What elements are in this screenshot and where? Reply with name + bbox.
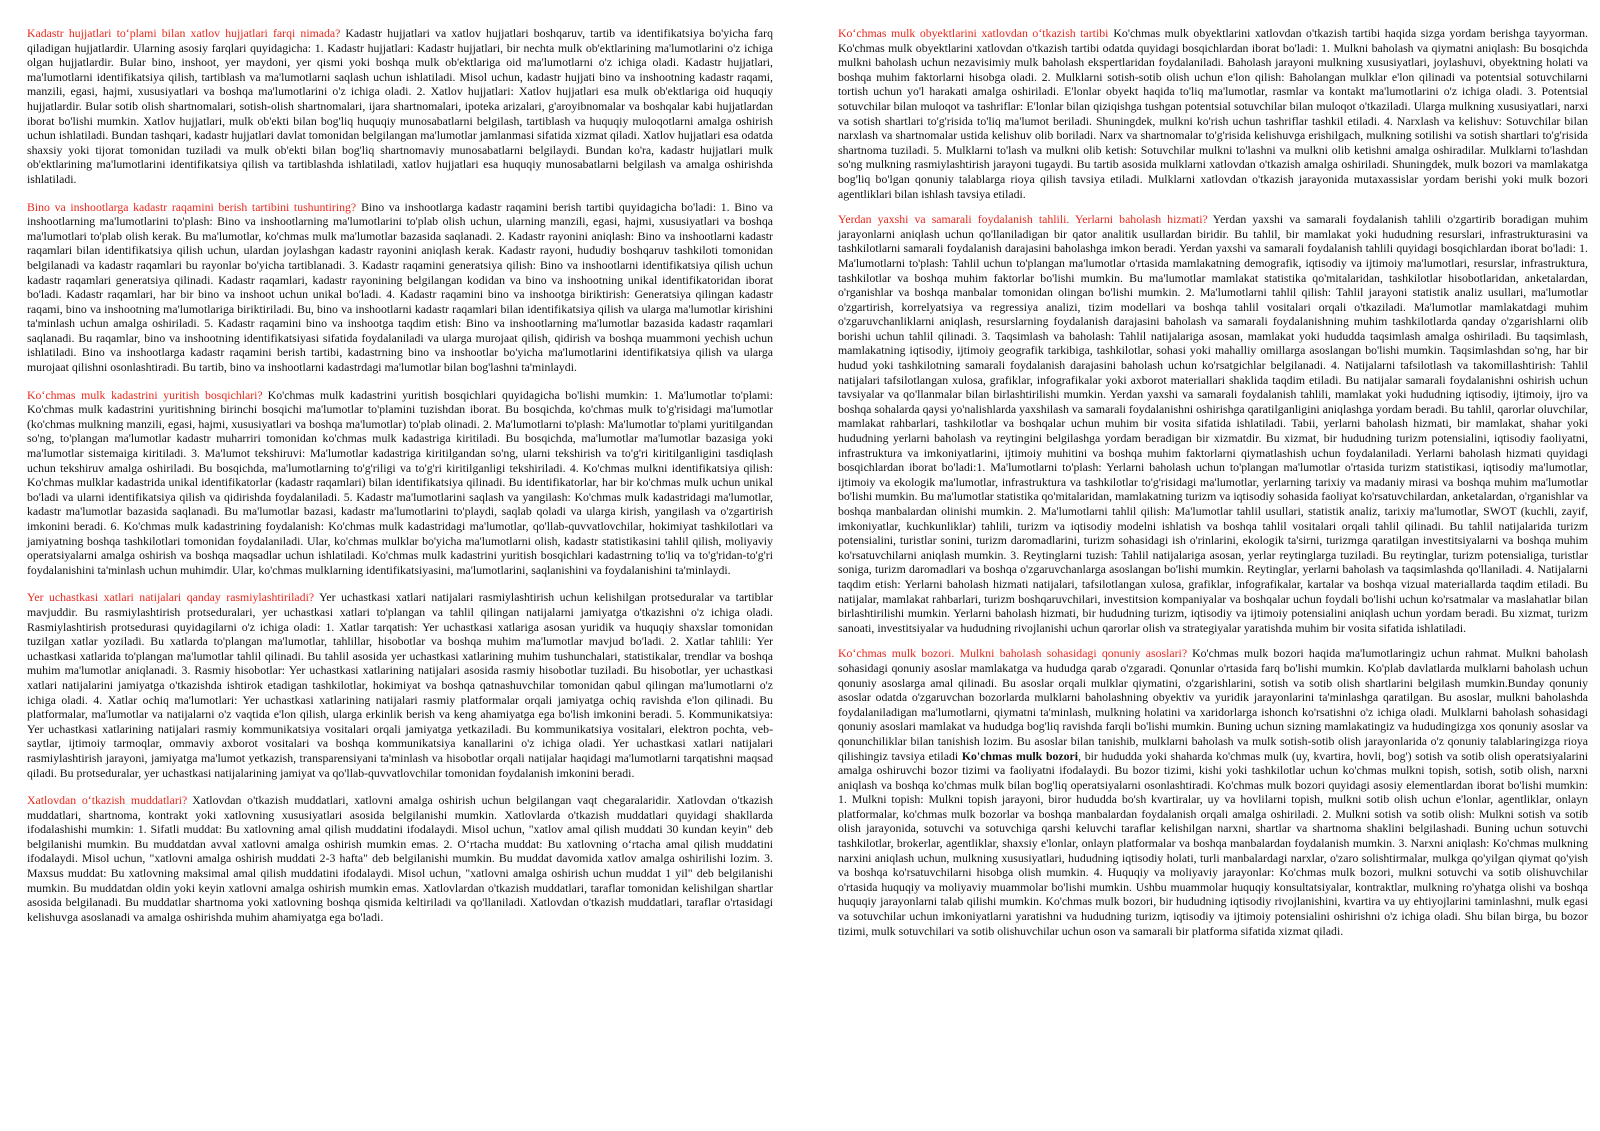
question-heading: Ko‘chmas mulk bozori. Mulkni baholash sohasidagi qonuniy asoslari?	[838, 646, 1188, 661]
qa-block	[838, 646, 1588, 938]
answer-text: Ko'chmas mulk obyektlarini xatlovdan o'tkazish tartibi haqida sizga yordam berishga tayyorman. Ko'chmas mulk obyektlarini xatlovdan o'tkazish tartibi odatda quyidagi bosqichlardan iborat bo'ladi: 1. Mulkni baholash va qiymatni aniqlash: Bu bosqichda mulkni baholash uchun nezavisimiy mulk baholash ekspertlaridan foydalaniladi. Baholash jarayoni mulkning xususiyatlari, joylashuvi, obyektning holati va boshqa muhim faktorlarni hisobga oladi. 2. Mulklarni sotish-sotib olish uchun e'lon qilish: Baholangan mulklar e'lon qilinadi va potentsial sotuvchilarni tortish uchun yo'l harakati amalga oshiriladi. E'lonlar obyekt haqida to'liq ma'lumotlar, rasmlar va kontakt ma'lumotlarini o'z ichiga oladi. 3. Potentsial sotuvchilar bilan muloqot va tashriflar: E'lonlar bilan qiziqishga tushgan potentsial sotuvchilar bilan muloqot o'tkaziladi. Ularga mulkning xususiyatlari, narxi va sotish shartlari to'g'risida to'liq ma'lumot beriladi. Shuningdek, mulkni ko'rish uchun tashriflar tashkil etiladi. 4. Narxlash va kelishuv: Sotuvchilar bilan narxlash va shartnomalar ustida kelishuv olib boriladi. Narx va shartnomalar to'g'risida kelishuvga erishilgach, mulkning sotilishi va sotish shartlari to'g'risida shartnoma tuziladi. 5. Mulklarni to'lash va mulkni olib ketish: Sotuvchilar mulkni to'lashni va mulkni olib ketishni amalga oshiradilar. Mulklarni to'lashdan so'ng mulkning rasmiylashtirish jarayoni tugaydi. Bu tartib asosida mulklarni xatlovdan o'tkazish amalga oshiriladi. Shuningdek, mulk bozori va mamlakatga bog'liq bo'lgan qonuniy talablarga rioya qilish tavsiya etiladi. Mulklarni xatlovdan o'tkazish jarayonida mutaxassislar yordam berishi yoki mulk bozori agentliklari bilan ishlash tavsiya etiladi.	[838, 26, 1589, 201]
qa-block	[27, 590, 773, 780]
answer-text: Ko'chmas mulk kadastrini yuritish bosqichlari quyidagicha bo'lishi mumkin: 1. Ma'lumotlar to'plami: Ko'chmas mulk kadastrini yuritishning birinchi bosqichi ma'lumotlar to'plamini tuzishdan iborat. Bu bosqichda, ko'chmas mulk to'g'risidagi ma'lumotlar (ko'chmas mulkning manzili, egasi, hajmi, xususiyatlari va boshqa ma'lumotlar) to'plab olinadi. 2. Ma'lumotlarni to'plash: Ma'lumotlar to'plami yuritilgandan so'ng, to'plangan ma'lumotlar kadastr muharriri tomonidan ko'chmas mulk kadastriga kiritiladi. Bu bosqichda, ma'lumotlar ma'lumotlar bazasiga yoki ma'lumotlar sistemaiga kiritiladi. 3. Ma'lumot tekshiruvi: Ma'lumotlar kadastriga kiritilgandan so'ng, ularni tekshirish va to'g'ri kiritilganligini tasdiqlash uchun tekshiruv amalga oshiriladi. Bu bosqichda, ma'lumotlarning to'g'riligi va to'g'ri kiritilganligi tekshiriladi. 4. Ko'chmas mulkni identifikatsiya qilish: Ko'chmas mulklar kadastrida unikal identifikatorlar (kadastr raqamlari) bilan identifikatsiya qilinadi. Bu identifikatorlar, har bir ko'chmas mulk uchun unikal bo'ladi va ularni identifikatsiya qilish va qidirishda foydalaniladi. 5. Kadastr ma'lumotlarini saqlash va yangilash: Ko'chmas mulk kadastridagi ma'lumotlar, kadastr ma'lumotlar bazasida saqlanadi. Bu ma'lumotlar bazasi, kadastr ma'lumotlarini to'playdi, saqlab qoladi va ularga kirish, yangilash va o'zgartirish imkonini beradi. 6. Ko'chmas mulk kadastrining foydalanish: Ko'chmas mulk kadastridagi ma'lumotlar, qo'llab-quvvatlovchilar, hokimiyat tashkilotlari va jamiyatning boshqa tashkilotlari tomonidan foydalaniladi. Ular, ko'chmas mulklar bo'yicha ma'lumotlarni olish, kadastr statistikasini tahlil qilish, moliyaviy operatsiyalarni amalga oshirish va boshqa maqsadlar uchun ishlatiladi. Ko'chmas mulk kadastrini yuritish bosqichlari kadastrning to'liq va to'g'ridan-to'g'ri foydalanishini ta'minlash uchun muhimdir. Ular, ko'chmas mulklarning identifikatsiyasini, ma'lumotlarini, saqlanishini va foydalanishini ta'minlaydi.	[27, 387, 773, 577]
answer-text: Kadastr hujjatlari va xatlov hujjatlari boshqaruv, tartib va identifikatsiya bo'yicha farq qiladigan hujjatlardir. Ularning asosiy farqlari quyidagicha: 1. Kadastr hujjatlari: Kadastr hujjatlari, bir nechta mulk ob'ektlarining ma'lumotlarini o'z ichiga olgan hujjatlardir. Bular bino, inshoot, yer maydoni, yer qismi yoki boshqa mulk ob'ektlariga oid ma'lumotlarni o'z ichiga oladi. Kadastr hujjatlari, ma'lumotlarni identifikatsiya qilish, tartiblash va ma'lumotlarni saqlash uchun ishlatiladi. Misol uchun, kadastr hujjati bino va inshootning kadastr raqami, manzili, egasi, hajmi, xususiyatlari va boshqa ma'lumotlarini o'z ichiga oladi. 2. Xatlov hujjatlari: Xatlov hujjatlari esa mulk ob'ektlariga oid huquqiy hujjatlardir. Bular sotib olish shartnomalari, sotish-olish shartnomalari, ijara shartnomalari, ipoteka arizalari, g'aroyibnomalar va boshqalar kabi hujjatlardan iborat bo'lishi mumkin. Xatlov hujjatlari, mulk ob'ekti bilan bog'liq huquqiy munosabatlarni belgilash, tartiblash va huquqiy muloqotlarni amalga oshirish uchun ishlatiladi. Bundan tashqari, kadastr hujjatlari davlat tomonidan belgilangan ma'lumotlar jamlanmasi sifatida xizmat qiladi. Xatlov hujjatlari esa odatda shaxsiy yoki tijorat tomonidan tuziladi va mulk ob'ekti bilan bog'liq shartnomaviy munosabatlarni belgilaydi. Bundan ko'ra, kadastr hujjatlari mulk ob'ektlarining ma'lumotlarini identifikatsiya qilish va tartiblashda ishlatiladi, xatlov hujjatlari esa huquqiy munosabatlarni belgilash va amalga oshirishda ishlatiladi.	[27, 26, 773, 186]
qa-block	[27, 200, 773, 375]
question-heading: Yer uchastkasi xatlari natijalari qanday rasmiylashtiriladi?	[27, 590, 315, 605]
answer-bold-term: Ko'chmas mulk bozori	[961, 748, 1079, 763]
question-heading: Yerdan yaxshi va samarali foydalanish tahlili. Yerlarni baholash hizmati?	[838, 212, 1208, 227]
qa-block	[27, 26, 773, 187]
question-heading: Kadastr hujjatlari to‘plami bilan xatlov hujjatlari farqi nimada?	[27, 26, 341, 40]
left-column	[27, 26, 773, 937]
qa-block	[27, 388, 773, 578]
answer-text: Yer uchastkasi xatlari natijalari rasmiylashtirish uchun kelishilgan protseduralar va tartiblar mavjuddir. Bu rasmiylashtirish protseduralari, yer uchastkasi xatlari to'plangan va tahlil qilingan natijalarni jamiyatga o'tkazishni o'z ichiga oladi. Rasmiylashtirish protsedurasi quyidagilarni o'z ichiga oladi: 1. Xatlar tarqatish: Yer uchastkasi xatlariga asosan yuridik va huquqiy shaxslar tomonidan tuzilgan xatlar yoziladi. Bu xatlarda to'plangan ma'lumotlar, tahlillar, hisobotlar va boshqa muhim ma'lumotlar mavjud bo'ladi. 2. Xatlar tahlili: Yer uchastkasi xatlarida to'plangan ma'lumotlar tahlil qilinadi. Bu tahlil asosida yer uchastkasi xatlarining muhim tushunchalari, statistikalar, trendlar va boshqa muhim ma'lumotlar aniqlanadi. 3. Rasmiy hisobotlar: Yer uchastkasi xatlarining natijalari asosida rasmiy hisobotlar tuziladi. Bu hisobotlar, yer uchastkasi xatlari natijalarini jamiyatga o'tkazishda ishtirok etadigan tashkilotlar, hokimiyat va boshqa qatnashuvchilar tomonidan qabul qilingan ma'lumotlarni o'z ichiga oladi. 4. Xatlar ochiq ma'lumotlari: Yer uchastkasi xatlarining natijalari rasmiy platformalar orqali jamiyatga ochiq ravishda e'lon qilinadi. Bu platformalar, ma'lumotlar va natijalarni o'z vaqtida e'lon qilish, ularga erkinlik berish va keng ahamiyatga ega bo'lish imkonini beradi. 5. Kommunikatsiya: Yer uchastkasi xatlarining natijalari rasmiy kommunikatsiya vositalari orqali jamiyatga yetkaziladi. Bu kommunikatsiya vositalari, elektron pochta, veb-saytlar, ijtimoiy tarmoqlar, ommaviy axborot vositalari va boshqa kommunikatsiya kanallarini o'z ichiga oladi. Yer uchastkasi xatlari natijalari rasmiylashtirish jarayoni, jamiyatga ma'lumot yetkazish, transparensiyani ta'minlash va hisobotlar orqali natijalar haqidagi ma'lumotlarni tarqatishni maqsad qiladi. Bu protseduralar, yer uchastkasi natijalarining jamiyat va qo'llab-quvvatlovchilar tomonidan foydalanish imkonini beradi.	[27, 590, 773, 780]
question-heading: Ko‘chmas mulk obyektlarini xatlovdan o‘tkazish tartibi	[838, 26, 1109, 40]
qa-block	[838, 212, 1588, 635]
answer-text: Ko'chmas mulk bozori haqida ma'lumotlaringiz uchun rahmat. Mulkni baholash sohasidagi qonuniy asoslar mamlakatga va hududga qarab o'zgaradi. Qonunlar o'rtasida farq bo'lishi mumkin. Ko'plab davlatlarda mulklarni baholash uchun qonuniy asoslarga amal qilinadi. Bu asoslar orqali mulklar qiymatini, o'zgarishlarini, sotish va sotib olish shartlarini belgilash mumkin.Bunday qonuniy asoslar odatda o'zgaruvchan bozorlarda mulklarni baholashning obyektiv va yuridik jarayonlarini ta'minlashga qaratilgan. Bu asoslar, mulkni baholashda foydalaniladigan ma'lumotlarni, qiymatni ta'minlash, mulkning holatini va xaridorlarga ishonch ko'rsatishni o'z ichiga oladi. Mulklarni baholash sohasidagi qonuniy asoslari mamlakat va hududga bog'liq ravishda farqli bo'lishi mumkin. Buning uchun sizning mamlakatingiz va hududingizga xos qonuniy asoslar va qonunchiliklar bilan tanishish lozim. Bu asoslar bilan tanishib, mulklarni baholash va mulk sotish-sotib olish jarayonlarida o'z qonuniy talablaringizga rioya qilishingiz tavsiya etiladi	[838, 646, 1588, 763]
answer-text: , bir hududda yoki shaharda ko'chmas mulk (uy, kvartira, hovli, bog') sotish va sotib olish operatsiyalarini amalga oshiruvchi bozor tizimi va faoliyatni ifodalaydi. Bu bozor tizimi, kishi yoki tashkilotlar uchun ko'chmas mulkni topish, sotish, sotib olish, narxni aniqlash va boshqa ko'chmas mulk bilan bog'liq operatsiyalarni osonlashtiradi. Ko'chmas mulk bozori quyidagi asosiy elementlardan iborat bo'lishi mumkin: 1. Mulkni topish: Mulkni topish jarayoni, biror hududda bo'sh kvartiralar, uy va hovlilarni topish, mulkni sotib olish uchun e'lonlar, agentliklar, onlayn platformalar, ko'chmas mulk bozorlar va boshqa manbalardan foydalanish orqali amalga oshiriladi. 2. Mulkni sotish va sotib olish: Mulkni sotish va sotib olish jarayonida, sotuvchi va sotuvchiga qarshi keluvchi taraflar kelishilgan narxni, shartlar va shartnoma shaklini belgilashadi. Buning uchun sotuvchi tashkilotlar, brokerlar, agentliklar, shaxsiy e'lonlar, onlayn platformalar va boshqa manbalardan foydalanish mumkin. 3. Narxni aniqlash: Ko'chmas mulkning narxini aniqlash uchun, mulkning xususiyatlari, hududning iqtisodiy holati, turli manbalardagi narxlar, o'zaro solishtirmalar, mulkga qo'yilgan qiymat qo'yish va boshqa ko'rsatuvchilarni hisobga olish mumkin. 4. Huquqiy va moliyaviy jarayonlar: Ko'chmas mulk bozori, mulkni sotuvchi va sotib olishuvchilar o'rtasida huquqiy va moliyaviy muammolar bo'lishi mumkin. Ushbu muammolar huquqiy konsultatsiyalar, kontraktlar, mulkning ro'yhatga olishi va boshqa huquqiy jarayonlarni talab qilishi mumkin. Ko'chmas mulk bozori, bir hududning iqtisodiy rivojlanishini, kvartira va uy ehtiyojlarini taminlashni, mulk egasi va sotuvchilar uchun imkoniyatlarni yaratishni va hududning turizm, iqtisodiy va ijtimoiy potensialini oshirishni o'z ichiga oladi. Shu bilan birga, bu bozor tizimi, mulk sotuvchilari va sotib olishuvchilar uchun oson va samarali bir platforma sifatida xizmat qiladi.	[838, 748, 1588, 938]
qa-block	[27, 793, 773, 924]
question-heading: Xatlovdan o‘tkazish muddatlari?	[27, 793, 188, 808]
question-heading: Bino va inshootlarga kadastr raqamini berish tartibini tushuntiring?	[27, 199, 357, 214]
right-column	[838, 26, 1588, 949]
qa-block	[838, 26, 1588, 201]
question-heading: Ko‘chmas mulk kadastrini yuritish bosqichlari?	[27, 387, 263, 402]
answer-text: Bino va inshootlarga kadastr raqamini berish tartibi quyidagicha bo'ladi: 1. Bino va inshootlarning ma'lumotlarini to'plash: Bino va inshootlarning ma'lumotlarini to'plab olish uchun, ularning manzili, egasi, hajmi, xususiyatlari va boshqa ma'lumotlari to'plab olish kerak. Bu ma'lumotlar, ko'chmas mulk ma'lumotlar bazasida saqlanadi. 2. Kadastr rayonini aniqlash: Bino va inshootlarni kadastr raqamlari bilan identifikatsiya qilish uchun, ulardan joylashgan kadastr rayonini aniqlash kerak. Kadastr rayoni, hududiy boshqaruv tashkiloti tomonidan belgilanadi va kadastr raqamlari bu rayonlar bo'yicha tartiblanadi. 3. Kadastr raqamini generatsiya qilish: Bino va inshootlarni identifikatsiya qilish uchun kadastr raqamlari generatsiya qilinadi. Kadastr raqamlari, kadastr rayonining belgilangan kodidan va bino va inshootning unikal identifikatoridan iborat bo'ladi. Kadastr raqamlari, har bir bino va inshoot uchun unikal bo'ladi. 4. Kadastr raqamini bino va inshootga biriktirish: Generatsiya qilingan kadastr raqami, bino va inshootning ma'lumotlariga biriktiriladi. Bu, bino va inshootlarni kadastr raqamlari bilan identifikatsiya qilish va ularga ma'lumotlar kirishini ta'minlash uchun amalga oshiriladi. 5. Kadastr raqamini bino va inshootga taqdim etish: Bino va inshootlarning ma'lumotlar bazasida kadastr raqamlari saqlanadi. Bu raqamlar, bino va inshootning identifikatsiyasi sifatida foydalaniladi va ularga murojaat qilish, qidirish va boshqa muammoni yechish uchun ishlatiladi. Bino va inshootlarga kadastr raqamini berish tartibi, kadastrning bino va inshootlar bo'yicha ma'lumotlarini identifikatsiya qilish va ularga murojaat qilishni osonlashtiradi. Bu tartib, bino va inshootlarni kadastrdagi ma'lumotlar bilan bog'lashni ta'minlaydi.	[27, 199, 773, 375]
answer-text: Yerdan yaxshi va samarali foydalanish tahlili o'zgartirib boradigan muhim jarayonlarni aniqlash uchun qo'llaniladigan bir qator analitik usullardan biridir. Bu tahlil, bir mamlakat yoki hududning resurslari, infrastrukturasini va tashkilotlarni samarali foydalanish darajasini baholashga imkon beradi. Yerdan yaxshi va samarali foydalanish tahlili quyidagi bosqichlardan iborat bo'ladi: 1. Ma'lumotlarni to'plash: Tahlil uchun to'plangan ma'lumotlar o'rtasida mamlakatning demografik, iqtisodiy va ijtimoiy ma'lumotlari, resurslar, infrastruktura, tashkilotlar va boshqa muhim faktorlar bo'lishi mumkin. Bu ma'lumotlar mamlakat statistika qo'mitalaridan, tashkilotlar hisobotlaridan, anketalardan, o'rganishlar va boshqa manbalar tomonidan olingan bo'lishi mumkin. 2. Ma'lumotlarni tahlil qilish: Tahlil jarayoni statistik analiz usullari, ma'lumotlar o'zgartirish, korrelyatsiya va regressiya analizi, tizim modellari va boshqa tahlil vositalari orqali o'tkaziladi. Ma'lumotlar mamlakatdagi muhim o'zgaruvchanliklarni aniqlash, resurslarning foydalanish darajasini baholash va samarali foydalanishning muhim tashkilotlarda qanday o'zgarishlarni olib borishi uchun tahlil qilinadi. 3. Taqsimlash va baholash: Tahlil natijalariga asosan, mamlakat yoki hududda taqsimlash amalga oshiriladi. Bu taqsimlash, mamlakatning iqtisodiy, ijtimoiy geografik tarkibiga, tashkilotlar, sohasi yoki mahalliy omillarga asoslangan bo'lishi mumkin. Taqsimlashdan so'ng, har bir hudud yoki tashkilotning samarali foydalanish darajasini baholash uchun ko'rsatgichlar belgilanadi. 4. Natijalarni tafsilotlash va takomillashtirish: Tahlil natijalari tafsilotlangan xulosa, grafiklar, infografikalar yoki axborot materiallari shaklida taqdim etiladi. Bu natijalar samarali foydalanishni oshirish uchun tavsiyalar va qo'llanmalar bilan birlashtirilishi mumkin. Yerdan yaxshi va samarali foydalanish tahlili, mamlakat yoki hududning iqtisodiy, ijtimoiy, ijro va boshqa sohalarda qaysi yo'nalishlarda yaxshilash va samarali foydalanishni oshirishga qaratilganligini aniqlashga yordam beradi. Bu tahlil, qarorlar oluvchilar, mamlakat rahbarlari, tashkilotlar va boshqalar uchun muhim bir vosita sifatida ishlatiladi. Tabii, yerlarni baholash hizmati, bir mamlakat, shahar yoki hududning yerlarni baholash va reytingini belgilashga yordam beradigan bir xizmatdir. Bu xizmat, bir hududning turizm potensialini, iqtisodiy faoliyatni, infrastruktura va imkoniyatlarini, ijtimoiy muhitini va boshqa muhim faktorlarni qiymatlashish uchun foydalaniladi. Yerlarni baholash hizmati quyidagi bosqichlardan iborat bo'ladi:1. Ma'lumotlarni to'plash: Yerlarni baholash uchun to'plangan ma'lumotlar o'rtasida turizm statistikasi, iqtisodiy ma'lumotlar, ijtimoiy va ekologik ma'lumotlar, infrastruktura va tashkilotlar to'g'risidagi ma'lumotlar, yerlarning tarixiy va madaniy mirasi va boshqa muhim ma'lumotlar bo'lishi mumkin. Bu ma'lumotlar statistika qo'mitalaridan, mamlakatning turizm va iqtisodiy sohasida faoliyat ko'rsatuvchilardan, anketalardan, o'rganishlar va boshqa manbalardan olinishi mumkin. 2. Ma'lumotlarni tahlil qilish: Ma'lumotlar tahlil usullari, statistik analiz, tarixiy ma'lumotlar, SWOT (kuchli, zayif, imkoniyatlar, kuchkunliklar) tahlili, turizm va iqtisodiy modelni ishlatish va boshqa tahlil vositalari orqali tahlil qilinadi. Bu tahlil natijalarida turizm potensialini, turistlar sonini, turizm daromadlarini, turizm sohasidagi ish o'rinlarini, ekologik ta'sirni, turizmga qaratilgan investitsiyalarni va boshqa muhim ko'rsatuvchilarni aniqlash mumkin. 3. Reytinglarni tuzish: Tahlil natijalariga asosan, yerlar reytinglarga tuziladi. Bu reytinglar, turizm potensialiga, turistlar soniga, turizm daromadlari va boshqa o'zgaruvchanlarga asoslangan bo'lishi mumkin. Reytinglar, yerlarni baholash va taqsimlashda qo'llaniladi. 4. Natijalarni taqdim etish: Yerlarni baholash hizmati natijalari, tafsilotlangan xulosa, grafiklar, infografikalar, kartalar va boshqa vizual materiallarda taqdim etiladi. Bu natijalar, mamlakat rahbarlari, turizm boshqaruvchilari, investitsion kompaniyalar va boshqalar uchun foydali bo'lishi uchun ko'rsatmalar va maslahatlar bilan birlashtirilishi mumkin. Yerlarni baholash hizmati, bir hududning turizm, iqtisodiy va ijtimoiy potensialini aniqlash uchun yordam beradi. Bu xizmat, turizm sanoati, investitsiyalar va hududning rivojlanishi uchun qarorlar olish va strategiyalar yaratishda muhim bir vosita sifatida ishlatiladi.	[838, 212, 1588, 635]
answer-text: Xatlovdan o'tkazish muddatlari, xatlovni amalga oshirish uchun belgilangan vaqt chegaralaridir. Xatlovdan o'tkazish muddatlari, shartnoma, kontrakt yoki xatlovning xususiyatlari asosida belgilanishi mumkin. Xatlovlarda o'tkazish muddatlari quyidagi shakllarda ifodalashishi mumkin: 1. Sifatli muddat: Bu xatlovning amal qilish muddatini ifodalaydi. Misol uchun, "xatlov amal qilish muddati 30 kundan keyin" deb belgilanishi mumkin. Bu muddatdan avval xatlovni amalga oshirish mumkin emas. 2. O‘rtacha muddat: Bu xatlovning o‘rtacha amal qilish muddatini ifodalaydi. Misol uchun, "xatlovni amalga oshirish muddati 2-3 hafta" deb belgilanishi mumkin. Bu muddat davomida xatlov amalga oshirilishi lozim. 3. Maxsus muddat: Bu xatlovning maksimal amal qilish muddatini ifodalaydi. Misol uchun, "xatlovni amalga oshirish uchun muddat 1 yil" deb belgilanishi mumkin. Bu muddatdan oldin yoki keyin xatlovni amalga oshirish mumkin emas. Xatlovlardan o'tkazish muddatlari, taraflar tomonidan kelishilgan shartlar asosida belgilanadi. Bu muddatlar shartnoma yoki xatlovning boshqa qismida keltiriladi va qo'llaniladi. Xatlovdan o'tkazish muddatlari, taraflar o'rtasidagi kelishuvga asoslanadi va amalga oshirishda muhim ahamiyatga ega bo'ladi.	[27, 793, 773, 924]
